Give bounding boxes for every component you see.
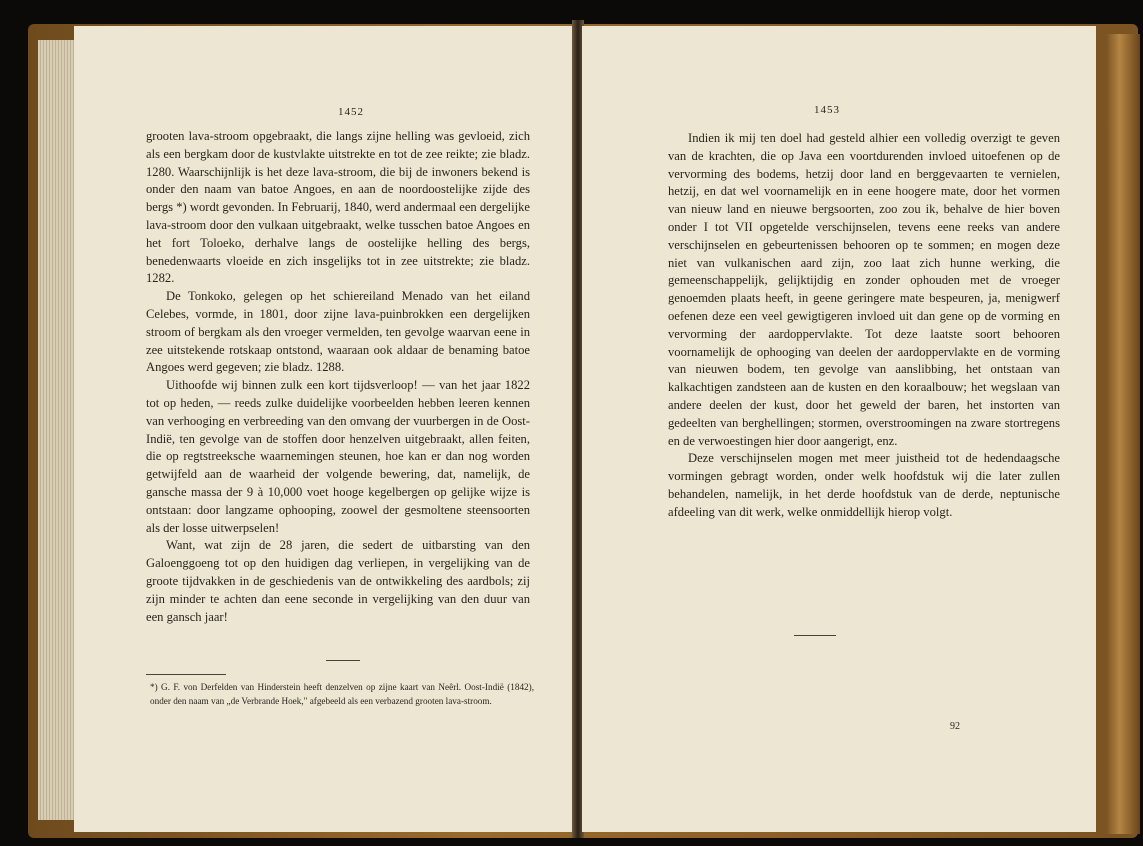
paragraph: Uithoofde wij binnen zulk een kort tijdsverloop! — van het jaar 1822 tot op heden, — reeds zulke duidelijke voorbeelden hebben leeren kennen van verhooging en verbreeding van den omvang der vuurbergen in de Oost-Indië, ten gevolge van de stoffen door henzelven uitgebraakt, allen feiten, die op regtstreeksche waarnemingen steunen, hoe kan er dan nog worden getwijfeld aan de waarheid der volgende bewering, dat, namelijk, de gansche massa der 9 à 10,000 voet hooge kegelbergen op gelijke wijze is ontstaan: door langzame ophooping, zoowel der gesmoltene steensoorten als der losse uitwerpselen! <box>146 378 530 535</box>
paragraph: Indien ik mij ten doel had gesteld alhier een volledig overzigt te geven van de krachten, die op Java een voortdurenden invloed uitoefenen op de vervorming des bodems, hetzij door land en berggevaarten te vernielen, hetzij, en dat wel voornamelijk en in eene hoogere mate, door het vormen van nieuw land en nieuwe bergsoorten, zoo zou ik, behalve de hier boven onder I tot VII opgetelde verschijnselen, tevens eene reeks van andere verschijnselen en gebeurtenissen behooren op te sommen; en mogen deze niet van vulkanischen aard zijn, zoo laat zich hunne werking, die gemeenschappelijk, gelijktijdig en zonder ophouden met de vroeger genoemden plaats heeft, in geene geringere mate bespeuren, ja, menigwerf oefenen deze een veel gewigtigeren invloed uit dan gene op de vorming en vervorming der aardoppervlakte. Tot deze laatste soort behooren voornamelijk de ophooging van deelen der aardoppervlakte en de vorming van nieuwen bodem, ten gevolge van aanslibbing, het ontstaan van kalkachtigen zandsteen aan de kusten en den koraalbouw; het wegslaan van andere deelen der kust, door het geweld der baren, het instorten van gedeelten van berghellingen; stormen, overstroomingen na zware stortregens en de verwoestingen hier door aangerigt, enz. <box>668 131 1060 448</box>
right-page <box>582 26 1096 832</box>
section-separator <box>794 635 836 636</box>
left-page <box>74 26 575 832</box>
footnote-rule <box>146 674 226 675</box>
cover-edge <box>1106 34 1140 834</box>
right-body-text <box>668 130 1060 522</box>
left-body-text <box>146 128 530 626</box>
paragraph: Deze verschijnselen mogen met meer juistheid tot de hedendaagsche vormingen gebragt worden, onder welk hoofdstuk wij die later zullen behandelen, namelijk, in het derde hoofdstuk van de derde, neptunische afdeeling van dit werk, welke onmiddellijk hierop volgt. <box>668 451 1060 519</box>
footnote: *) G. F. von Derfelden van Hinderstein heeft denzelven op zijne kaart van Neêrl. Oost-Indië (1842), onder den naam van „de Verbrande Hoek," afgebeeld als een verbazend grooten lava-stroom. <box>150 682 534 706</box>
section-separator <box>326 660 360 661</box>
paragraph: grooten lava-stroom opgebraakt, die langs zijne helling was gevloeid, zich als een bergkam door de kustvlakte uitstrekte en tot de zee reikte; zie bladz. 1280. Waarschijnlijk is het deze lava-stroom, die bij de inwoners bekend is onder den naam van batoe Angoes, en aan de noordoostelijke zijde des bergs *) wordt gevonden. In Februarij, 1840, werd andermaal een dergelijke lava-stroom door den vulkaan uitgebraakt, welke tusschen batoe Angoes en het fort Toloeko, derhalve langs de oostelijke helling des bergs, benedenwaarts vloeide en zich insgelijks tot in zee uitstrekte; zie bladz. 1282. <box>146 129 530 286</box>
page-number: 1453 <box>814 104 840 116</box>
page-edges <box>38 40 78 820</box>
paragraph: Want, wat zijn de 28 jaren, die sedert de uitbarsting van den Galoenggoeng tot op den huidigen dag verliepen, in vergelijking van de groote tijdvakken in de geschiedenis van de ontwikkeling des aardbols; zij zijn minder te achten dan eene seconde in vergelijking van den duur van een gansch jaar! <box>146 538 530 624</box>
paragraph: De Tonkoko, gelegen op het schiereiland Menado van het eiland Celebes, vormde, in 1801, door zijne lava-puinbrokken een dergelijken stroom of bergkam als den vroeger vermelden, ten gevolge waarvan eene in zee uitstekende rotskaap ontstond, waaraan ook aldaar de benaming batoe Angoes werd gegeven; zie bladz. 1288. <box>146 289 530 375</box>
page-number: 1452 <box>338 106 364 118</box>
signature-mark: 92 <box>950 721 960 732</box>
